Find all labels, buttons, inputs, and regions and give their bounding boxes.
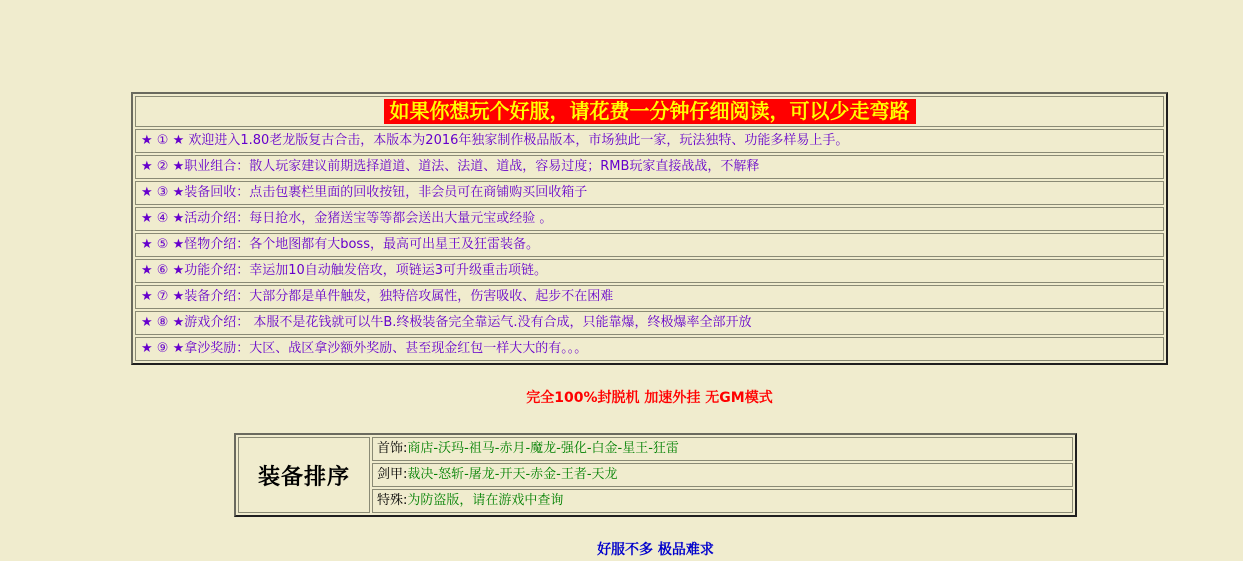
notice-row-1: ★ ① ★ 欢迎进入1.80老龙版复古合击，本版本为2016年独家制作极品版本，市场独此一家，玩法独特、功能多样易上手。 (135, 129, 1164, 153)
banner-row (135, 96, 1164, 127)
notice-row-5: ★ ⑤ ★怪物介绍：各个地图都有大boss，最高可出星王及狂雷装备。 (135, 233, 1164, 257)
equipment-row-special (372, 489, 1073, 513)
notice-row-6: ★ ⑥ ★功能介绍：幸运加10自动触发倍攻，项链运3可升级重击项链。 (135, 259, 1164, 283)
equipment-row-label: 剑甲: (377, 467, 408, 482)
notice-row-9: ★ ⑨ ★拿沙奖励：大区、战区拿沙额外奖励、甚至现金红包一样大大的有。。。 (135, 337, 1164, 361)
equipment-row-label: 特殊: (377, 493, 408, 508)
footer-slogan: 好服不多 极品难求 (597, 542, 714, 558)
server-intro-table (131, 92, 1168, 365)
equipment-row-weapons-armor (372, 463, 1073, 487)
equipment-row-value: 商店-沃玛-祖马-赤月-魔龙-强化-白金-星王-狂雷 (407, 441, 679, 456)
equipment-table (234, 433, 1077, 517)
equipment-row-value: 裁决-怒斩-屠龙-开天-赤金-王者-天龙 (407, 467, 618, 482)
notice-row-7: ★ ⑦ ★装备介绍：大部分都是单件触发，独特倍攻属性，伤害吸收、起步不在困难 (135, 285, 1164, 309)
notice-row-3: ★ ③ ★装备回收：点击包裹栏里面的回收按钮，非会员可在商铺购买回收箱子 (135, 181, 1164, 205)
notice-row-4: ★ ④ ★活动介绍：每日抢水，金猪送宝等等都会送出大量元宝或经验 。 (135, 207, 1164, 231)
notice-row-2: ★ ② ★职业组合：散人玩家建议前期选择道道、道法、法道、道战，容易过度；RMB玩家直接战战，不解释 (135, 155, 1164, 179)
anti-cheat-notice: 完全100%封脱机 加速外挂 无GM模式 (526, 390, 773, 406)
equipment-table-title: 装备排序 (238, 437, 370, 513)
banner-text: 如果你想玩个好服，请花费一分钟仔细阅读，可以少走弯路 (384, 99, 916, 124)
equipment-row-jewelry (372, 437, 1073, 461)
notice-row-8: ★ ⑧ ★游戏介绍： 本服不是花钱就可以牛B.终极装备完全靠运气.没有合成，只能靠爆，终极爆率全部开放 (135, 311, 1164, 335)
equipment-row-value: 为防盗版，请在游戏中查询 (407, 493, 564, 508)
equipment-row-label: 首饰: (377, 441, 408, 456)
